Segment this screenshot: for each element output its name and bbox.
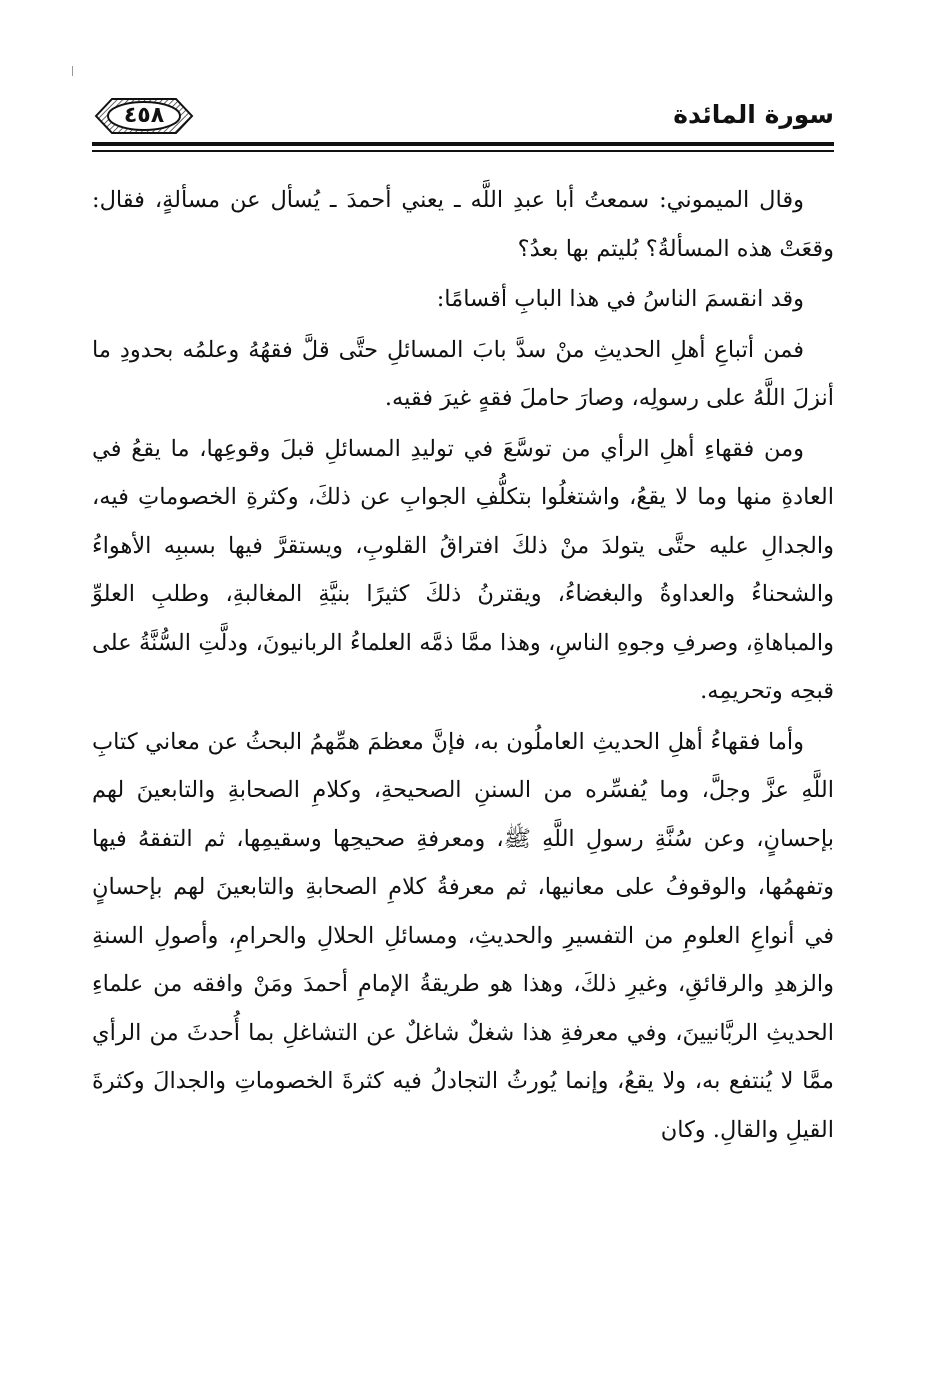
paragraph: وأما فقهاءُ أهلِ الحديثِ العاملُون به، فإنَّ معظمَ همِّهمُ البحثُ عن معاني كتابِ اللَّهِ عزَّ وجلَّ، وما يُفسِّره من السننِ الصحيحةِ، وكلامِ الصحابةِ والتابعينَ لهم بإحسانٍ، وعن سُنَّةِ رسولِ اللَّهِ ﷺ، ومعرفةِ صحيحِها وسقيمِها، ثم التفقهُ فيها وتفهمُها، والوقوفُ على معانيها، ثم معرفةُ كلامِ الصحابةِ والتابعينَ لهم بإحسانٍ في أنواعِ العلومِ من التفسيرِ والحديثِ، ومسائلِ الحلالِ والحرامِ، وأصولِ السنةِ والزهدِ والرقائقِ، وغيرِ ذلكَ، وهذا هو طريقةُ الإمامِ أحمدَ ومَنْ وافقه من علماءِ الحديثِ الربَّانيينَ، وفي معرفةِ هذا شغلٌ شاغلٌ عن التشاغلِ بما أُحدثَ من الرأي ممَّا لا يُنتفع به، ولا يقعُ، وإنما يُورثُ التجادلُ فيه كثرةَ الخصوماتِ والجدالَ وكثرةَ القيلِ والقالِ. وكان (92, 728, 834, 1143)
main-text (92, 176, 834, 1154)
page-number: ٤٥٨ (123, 103, 165, 128)
paragraph: وقال الميموني: سمعتُ أبا عبدِ اللَّه ـ يعني أحمدَ ـ يُسأل عن مسألةٍ، فقال: وقعَتْ هذه المسألةُ؟ بُليتم بها بعدُ؟ (92, 187, 834, 262)
paragraph: فمن أتباعِ أهلِ الحديثِ منْ سدَّ بابَ المسائلِ حتَّى قلَّ فقهُهُ وعلمُه بحدودِ ما أنزلَ اللَّهُ على رسولِه، وصارَ حاملَ فقهٍ غيرَ فقيه. (92, 336, 834, 411)
header-rule-thick (92, 142, 834, 146)
header-rule-thin (92, 150, 834, 152)
scan-mark (72, 66, 73, 76)
paragraph: ومن فقهاءِ أهلِ الرأي من توسَّعَ في توليدِ المسائلِ قبلَ وقوعِها، ما يقعُ في العادةِ منها وما لا يقعُ، واشتغلُوا بتكلُّفِ الجوابِ عن ذلكَ، وكثرةِ الخصوماتِ فيه، والجدالِ عليه حتَّى يتولدَ منْ ذلكَ افتراقُ القلوبِ، ويستقرَّ فيها بسببِه الأهواءُ والشحناءُ والعداوةُ والبغضاءُ، ويقترنُ ذلكَ كثيرًا بنيَّةِ المغالبةِ، وطلبِ العلوِّ والمباهاةِ، وصرفِ وجوهِ الناسِ، وهذا ممَّا ذمَّه العلماءُ الربانيونَ، ودلَّتِ السُّنَّةُ على قبحِه وتحريمِه. (92, 435, 834, 704)
surah-title: سورة المائدة (673, 100, 834, 129)
paragraph: وقد انقسمَ الناسُ في هذا البابِ أقسامًا: (436, 286, 804, 312)
page-header (92, 96, 834, 140)
page-number-badge (92, 96, 196, 136)
